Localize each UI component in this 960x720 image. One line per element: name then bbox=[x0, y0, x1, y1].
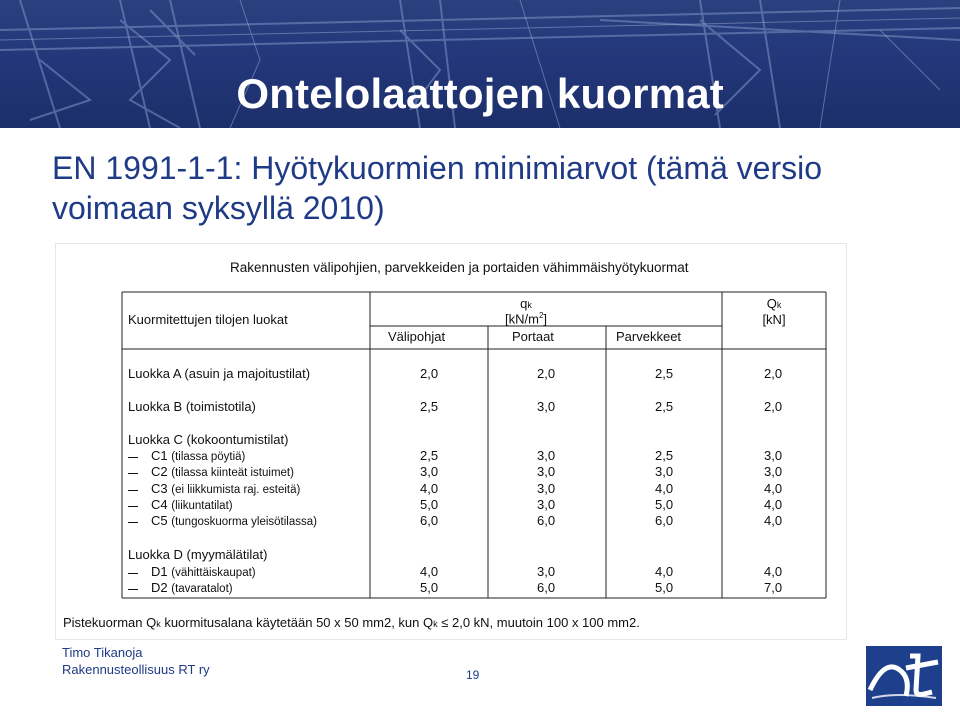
value-c3-balconies: 4,0 bbox=[655, 481, 674, 496]
point-load-footnote: Pistekuorman Qk kuormitusalana käytetään 50 x 50 mm2, kun Qk ≤ 2,0 kN, muutoin 100 x 100 mm2. bbox=[63, 615, 640, 630]
dash-bullet bbox=[128, 573, 138, 574]
value-b-stairs: 3,0 bbox=[537, 399, 556, 414]
value-b-point-load: 2,0 bbox=[764, 399, 783, 414]
value-c4-stairs: 3,0 bbox=[537, 497, 556, 512]
subheader-valipohjat: Välipohjat bbox=[388, 329, 446, 344]
row-label-class-b: Luokka B (toimistotila) bbox=[128, 399, 256, 414]
row-label-c2: C2 (tilassa kiinteät istuimet) bbox=[151, 464, 294, 479]
rt-logo-icon bbox=[866, 646, 942, 706]
value-c1-balconies: 2,5 bbox=[655, 448, 674, 463]
value-c4-balconies: 5,0 bbox=[655, 497, 674, 512]
dash-bullet bbox=[128, 457, 138, 458]
header-banner bbox=[0, 0, 960, 128]
dash-bullet bbox=[128, 490, 138, 491]
value-c4-point-load: 4,0 bbox=[764, 497, 783, 512]
value-a-stairs: 2,0 bbox=[537, 366, 556, 381]
value-a-floors: 2,0 bbox=[420, 366, 439, 381]
value-c3-point-load: 4,0 bbox=[764, 481, 783, 496]
subheader-parvekkeet: Parvekkeet bbox=[616, 329, 682, 344]
header-Qk-symbol: Qk bbox=[766, 296, 782, 311]
value-c5-balconies: 6,0 bbox=[655, 513, 674, 528]
value-c1-point-load: 3,0 bbox=[764, 448, 783, 463]
row-label-class-d: Luokka D (myymälätilat) bbox=[128, 547, 268, 562]
row-label-c4: C4 (liikuntatilat) bbox=[151, 497, 233, 512]
value-b-floors: 2,5 bbox=[420, 399, 439, 414]
row-label-class-c: Luokka C (kokoontumistilat) bbox=[128, 432, 289, 447]
value-c1-floors: 2,5 bbox=[420, 448, 439, 463]
row-label-d2: D2 (tavaratalot) bbox=[151, 580, 233, 595]
value-c5-stairs: 6,0 bbox=[537, 513, 556, 528]
table-caption: Rakennusten välipohjien, parvekkeiden ja portaiden vähimmäishyötykuormat bbox=[230, 260, 689, 275]
dash-bullet bbox=[128, 589, 138, 590]
author-name: Timo Tikanoja bbox=[62, 645, 143, 660]
load-table bbox=[56, 244, 846, 639]
dash-bullet bbox=[128, 522, 138, 523]
header-qk-symbol: qk bbox=[520, 296, 532, 311]
value-c2-floors: 3,0 bbox=[420, 464, 439, 479]
slide-subtitle: EN 1991-1-1: Hyötykuormien minimiarvot (tämä versio voimaan syksyllä 2010) bbox=[52, 150, 823, 226]
value-d1-stairs: 3,0 bbox=[537, 564, 556, 579]
value-c2-balconies: 3,0 bbox=[655, 464, 674, 479]
value-c4-floors: 5,0 bbox=[420, 497, 439, 512]
value-c3-floors: 4,0 bbox=[420, 481, 439, 496]
row-label-c3: C3 (ei liikkumista raj. esteitä) bbox=[151, 481, 301, 496]
value-d2-balconies: 5,0 bbox=[655, 580, 674, 595]
value-c2-stairs: 3,0 bbox=[537, 464, 556, 479]
value-c2-point-load: 3,0 bbox=[764, 464, 783, 479]
value-d1-balconies: 4,0 bbox=[655, 564, 674, 579]
value-a-balconies: 2,5 bbox=[655, 366, 674, 381]
value-b-balconies: 2,5 bbox=[655, 399, 674, 414]
row-label-d1: D1 (vähittäiskaupat) bbox=[151, 564, 256, 579]
value-d1-point-load: 4,0 bbox=[764, 564, 783, 579]
value-a-point-load: 2,0 bbox=[764, 366, 783, 381]
row-label-c5: C5 (tungoskuorma yleisötilassa) bbox=[151, 513, 317, 528]
row-label-c1: C1 (tilassa pöytiä) bbox=[151, 448, 246, 463]
page-number: 19 bbox=[466, 668, 480, 682]
author-organization: Rakennusteollisuus RT ry bbox=[62, 662, 210, 677]
header-Qk-unit: [kN] bbox=[762, 312, 786, 327]
dash-bullet bbox=[128, 506, 138, 507]
subheader-portaat: Portaat bbox=[512, 329, 554, 344]
value-c1-stairs: 3,0 bbox=[537, 448, 556, 463]
header-load-category: Kuormitettujen tilojen luokat bbox=[128, 312, 288, 327]
value-d1-floors: 4,0 bbox=[420, 564, 439, 579]
value-c5-point-load: 4,0 bbox=[764, 513, 783, 528]
dash-bullet bbox=[128, 473, 138, 474]
slide-title: Ontelolaattojen kuormat bbox=[236, 70, 724, 117]
value-c5-floors: 6,0 bbox=[420, 513, 439, 528]
footer-author bbox=[62, 644, 210, 678]
value-c3-stairs: 3,0 bbox=[537, 481, 556, 496]
value-d2-stairs: 6,0 bbox=[537, 580, 556, 595]
row-label-class-a: Luokka A (asuin ja majoitustilat) bbox=[128, 366, 311, 381]
value-d2-floors: 5,0 bbox=[420, 580, 439, 595]
header-qk-unit: $[kN/m^2]$ bbox=[504, 311, 548, 327]
value-d2-point-load: 7,0 bbox=[764, 580, 783, 595]
